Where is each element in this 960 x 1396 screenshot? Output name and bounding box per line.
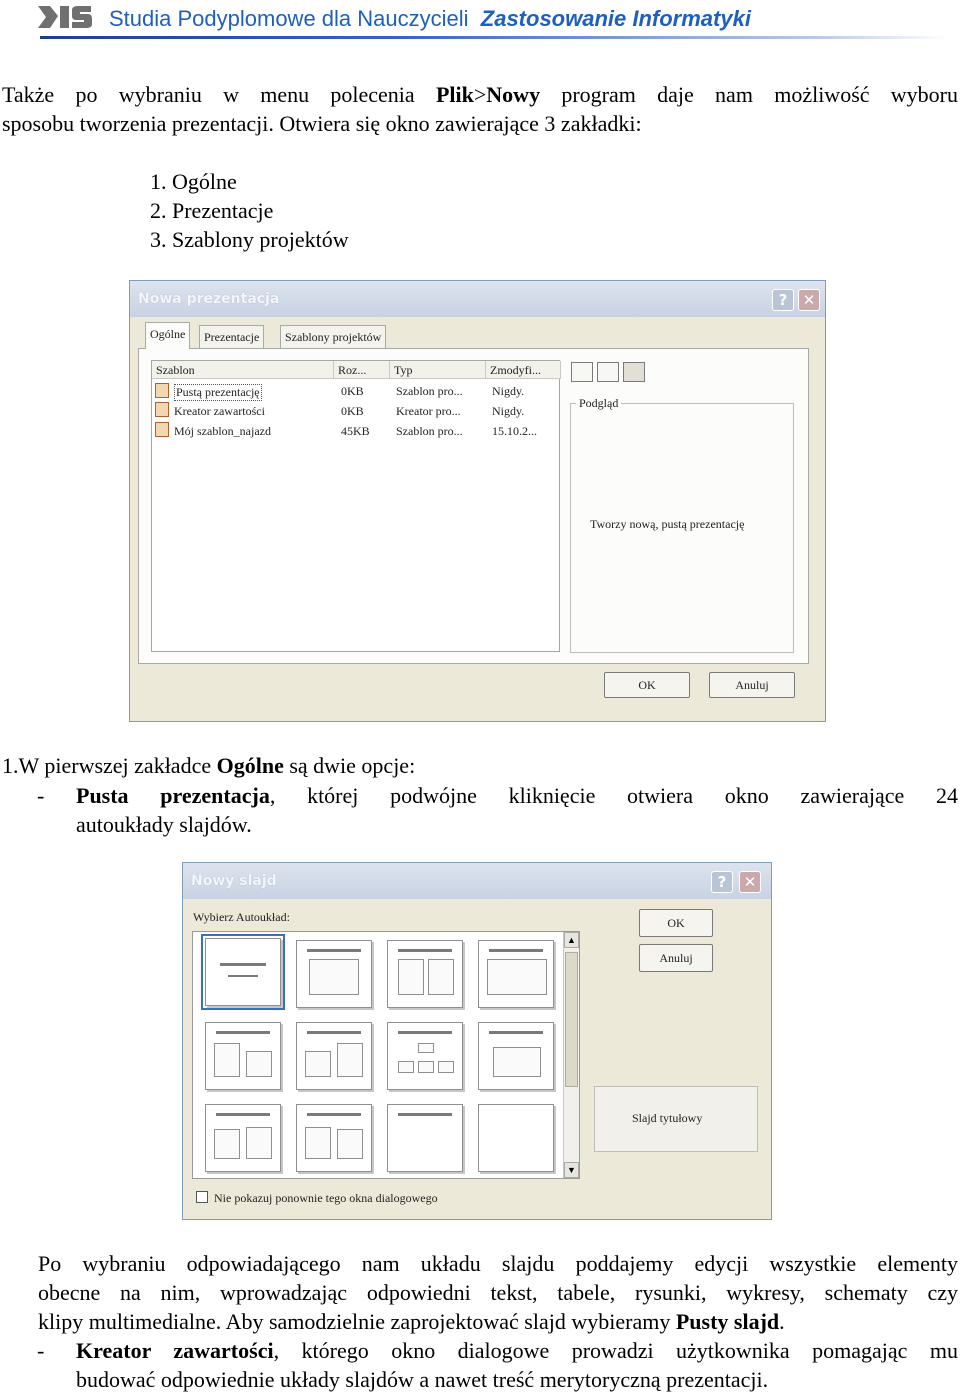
large-icons-view-icon[interactable] bbox=[571, 362, 593, 382]
ok-button[interactable]: OK bbox=[639, 909, 713, 937]
layout-title-only[interactable] bbox=[387, 1104, 463, 1172]
list-item: 3. Szablony projektów bbox=[150, 227, 349, 252]
layout-title-bullets[interactable] bbox=[296, 940, 372, 1008]
layout-table[interactable] bbox=[478, 940, 554, 1008]
intro-line-1: Także po wybraniu w menu polecenia Plik>Nowy program daje nam możliwość wyboru bbox=[2, 82, 959, 107]
bullet-dash: - bbox=[37, 1338, 45, 1363]
layout-two-columns[interactable] bbox=[387, 940, 463, 1008]
wizard-file-icon bbox=[155, 402, 169, 417]
dont-show-label: Nie pokazuj ponownie tego okna dialogowego bbox=[214, 1191, 438, 1205]
cell-modified: 15.10.2... bbox=[492, 424, 537, 438]
paragraph-after-layout: Po wybraniu odpowiadającego nam układu slajdu poddajemy edycji wszystkie elementy obecne na nim, wprowadzając odpowiedni tekst, tabele, rysunki, wykresy, schematy czy klipy multimedialne. Aby samodzielnie zaprojektować slajd wybieramy Pusty slajd. bbox=[38, 1251, 958, 1334]
list-item: 1. Ogólne bbox=[150, 169, 237, 194]
list-item-content-wizard[interactable]: Kreator zawartości bbox=[174, 404, 265, 418]
cell-size: 0KB bbox=[341, 384, 364, 398]
preview-description: Tworzy nową, pustą prezentację bbox=[590, 517, 745, 531]
layout-chart[interactable] bbox=[478, 1022, 554, 1090]
intro-paragraph bbox=[2, 80, 958, 138]
bullet-dash: - bbox=[37, 783, 45, 808]
logo-icon bbox=[36, 2, 92, 32]
layout-text-chart[interactable] bbox=[205, 1022, 281, 1090]
scrollbar[interactable] bbox=[563, 932, 579, 1178]
bullet-content-wizard: Kreator zawartości, którego okno dialogowe prowadzi użytkownika pomagając mu budować odpowiednie układy slajdów a nawet treść merytoryczną prezentacji. bbox=[76, 1338, 958, 1392]
cell-size: 0KB bbox=[341, 404, 364, 418]
header-title: Studia Podyplomowe dla Nauczycieli Zastosowanie Informatyki bbox=[109, 6, 751, 31]
page-header bbox=[0, 0, 960, 42]
cell-size: 45KB bbox=[341, 424, 370, 438]
cell-modified: Nigdy. bbox=[492, 404, 525, 418]
list-item-my-template[interactable]: Mój szablon_najazd bbox=[174, 424, 271, 438]
tab-presentations[interactable]: Prezentacje bbox=[199, 325, 264, 349]
layout-org-chart[interactable] bbox=[387, 1022, 463, 1090]
header-rule bbox=[40, 36, 950, 39]
column-header-type[interactable]: Typ bbox=[390, 361, 486, 379]
section-heading: 1.W pierwszej zakładce Ogólne są dwie opcje: bbox=[2, 753, 416, 778]
bullet-blank-presentation: Pusta prezentacja, której podwójne kliknięcie otwiera okno zawierające 24 autoukłady slajdów. bbox=[76, 783, 958, 837]
layout-text-clipart[interactable] bbox=[205, 1104, 281, 1172]
cancel-button[interactable]: Anuluj bbox=[639, 944, 713, 972]
dialog-titlebar bbox=[183, 863, 771, 899]
layout-chart-text[interactable] bbox=[296, 1022, 372, 1090]
cell-type: Kreator pro... bbox=[396, 404, 461, 418]
intro-line-2: sposobu tworzenia prezentacji. Otwiera się okno zawierające 3 zakładki: bbox=[2, 111, 642, 136]
help-button[interactable]: ? bbox=[772, 289, 794, 311]
cancel-button[interactable]: Anuluj bbox=[709, 672, 795, 698]
column-header-template[interactable]: Szablon bbox=[152, 361, 334, 379]
cell-type: Szablon pro... bbox=[396, 384, 463, 398]
layout-clipart-text[interactable] bbox=[296, 1104, 372, 1172]
dialog-title: Nowy slajd bbox=[191, 873, 277, 889]
details-view-icon[interactable] bbox=[623, 362, 645, 382]
tab-general[interactable]: Ogólne bbox=[145, 322, 190, 349]
template-file-icon bbox=[155, 383, 169, 398]
scroll-thumb[interactable] bbox=[565, 952, 578, 1087]
dont-show-checkbox[interactable] bbox=[196, 1191, 208, 1203]
layout-blank[interactable] bbox=[478, 1104, 554, 1172]
ok-button[interactable]: OK bbox=[604, 672, 690, 698]
dialog-titlebar bbox=[130, 281, 825, 317]
help-button[interactable]: ? bbox=[711, 871, 733, 893]
template-list[interactable] bbox=[151, 360, 560, 652]
column-header-size[interactable]: Roz... bbox=[334, 361, 390, 379]
close-button[interactable]: ✕ bbox=[798, 289, 820, 311]
list-item-blank-presentation[interactable]: Pustą prezentację bbox=[176, 385, 260, 399]
close-button[interactable]: ✕ bbox=[739, 871, 761, 893]
scroll-down-icon[interactable]: ▼ bbox=[564, 1162, 579, 1178]
choose-layout-label: Wybierz Autoukład: bbox=[193, 910, 290, 924]
list-item: 2. Prezentacje bbox=[150, 198, 274, 223]
template-file-icon bbox=[155, 422, 169, 437]
layout-name: Slajd tytułowy bbox=[632, 1111, 703, 1125]
cell-type: Szablon pro... bbox=[396, 424, 463, 438]
cell-modified: Nigdy. bbox=[492, 384, 525, 398]
tab-design-templates[interactable]: Szablony projektów bbox=[280, 325, 386, 349]
dialog-title: Nowa prezentacja bbox=[138, 291, 280, 307]
preview-label: Podgląd bbox=[576, 396, 621, 411]
layout-title-slide[interactable] bbox=[205, 938, 281, 1006]
column-header-modified[interactable]: Zmodyfi... bbox=[486, 361, 561, 379]
list-view-icon[interactable] bbox=[597, 362, 619, 382]
scroll-up-icon[interactable]: ▲ bbox=[564, 932, 579, 948]
